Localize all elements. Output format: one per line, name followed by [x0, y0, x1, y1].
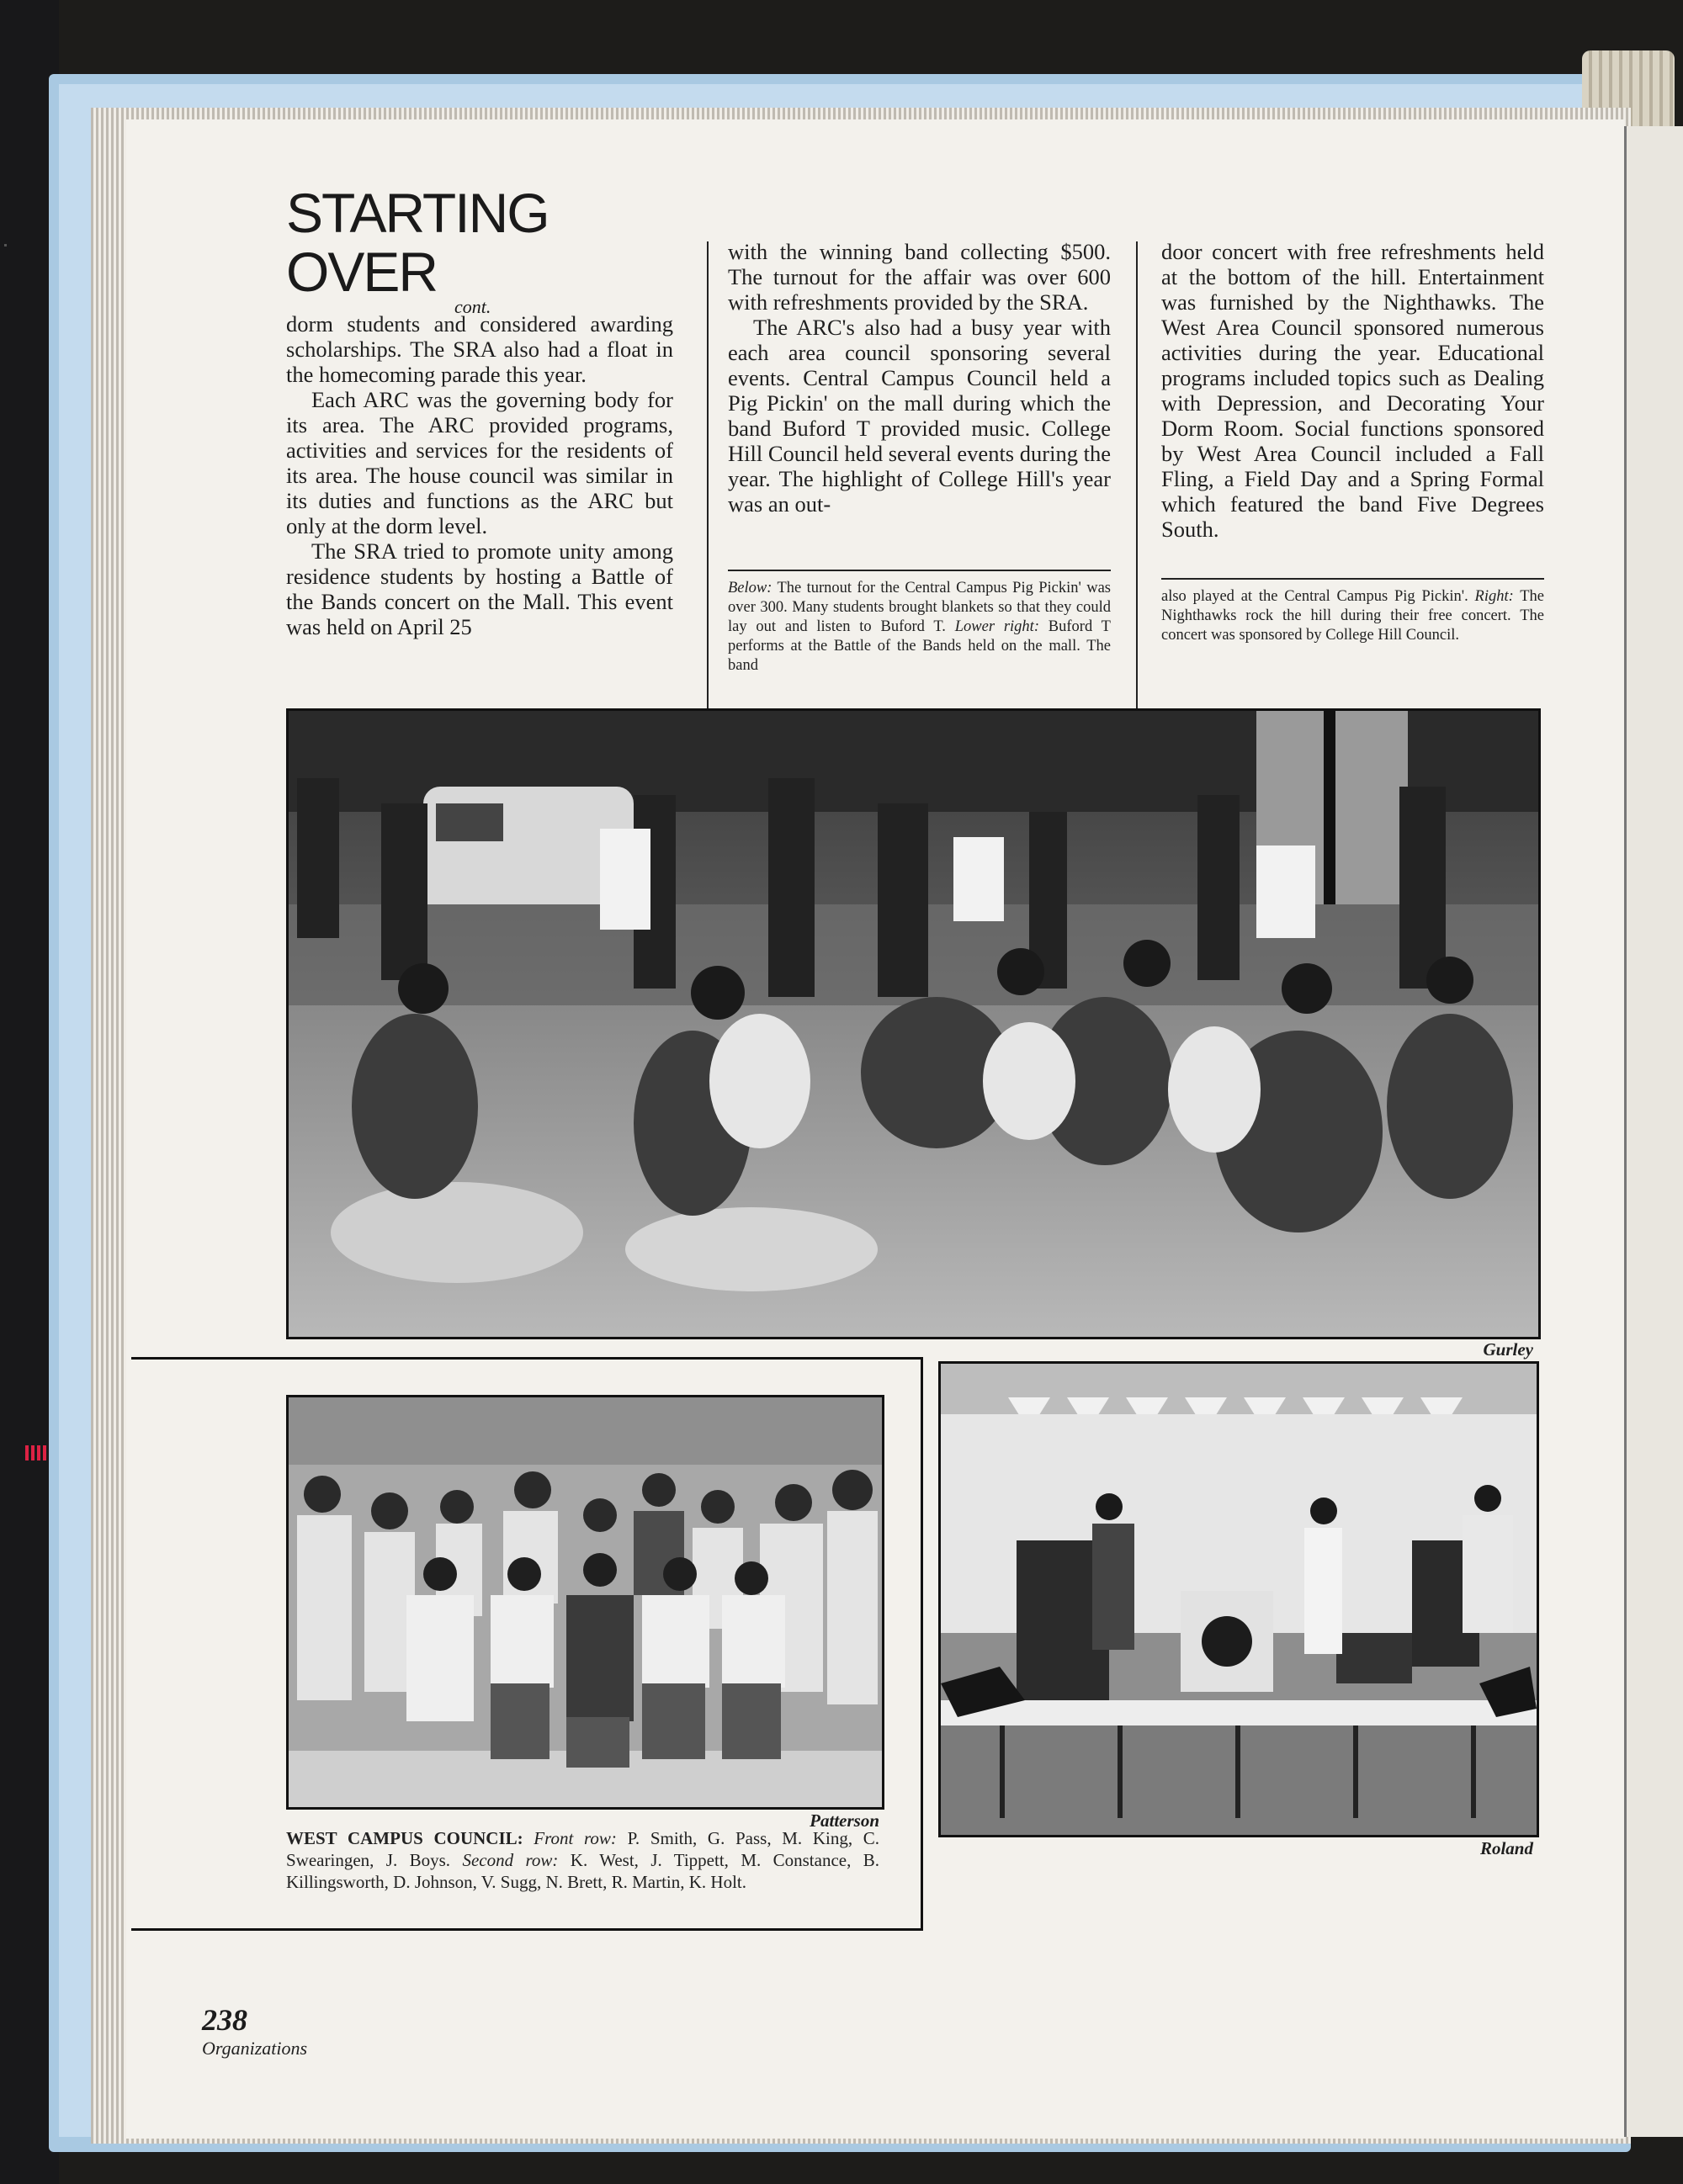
caption-label-right: Right: [1474, 588, 1514, 605]
photo-caption-part-1 [728, 579, 1111, 676]
title-cont-note: cont. [454, 296, 491, 317]
front-row-names: P. Smith, G. Pass, M. King, C. Swearingen, J. Boys. [286, 1828, 880, 1870]
caption-label-below: Below: [728, 580, 772, 596]
body-column-2 [728, 239, 1111, 517]
caption-rule [1161, 578, 1544, 580]
paragraph: dorm students and considered awarding scholarships. The SRA also had a float in the homecoming parade this year. [286, 311, 673, 387]
caption-text-lower-right: Buford T performs at the Battle of the Bands held on the mall. The band [728, 618, 1111, 674]
caption-label-lower-right: Lower right: [954, 618, 1039, 635]
paragraph: with the winning band collecting $500. The turnout for the affair was over 600 with refreshments provided by the SRA. [728, 239, 1111, 315]
title-line-1: STARTING [286, 182, 549, 244]
page-number: 238 [202, 2003, 247, 2037]
second-row-names: K. West, J. Tippett, M. Constance, B. Killingsworth, D. Johnson, V. Sugg, N. Brett, R. Martin, K. Holt. [286, 1850, 880, 1892]
paragraph: door concert with free refreshments held at the bottom of the hill. Entertainment was furnished by the Nighthawks. The West Area Council sponsored numerous activities during the year. Educational programs included topics such as Dealing with Depression, and Decorating Your Dorm Room. Social functions sponsored by West Area Council included a Fall Fling, a Field Day and a Spring Formal which featured the band Five Degrees South. [1161, 239, 1544, 542]
group-caption-title: WEST CAMPUS COUNCIL: [286, 1828, 523, 1848]
photo-credit-patterson: Patterson [810, 1810, 879, 1831]
pig-pickin-crowd-photo [286, 708, 1541, 1339]
caption-text-continued: also played at the Central Campus Pig Pickin'. [1161, 588, 1468, 605]
second-row-label: Second row: [462, 1850, 559, 1870]
photo-caption-part-2 [1161, 587, 1544, 645]
group-photo-caption [286, 1827, 879, 1893]
front-row-label: Front row: [534, 1828, 617, 1848]
nighthawks-concert-photo [938, 1361, 1539, 1837]
caption-text-below: The turnout for the Central Campus Pig Pickin' was over 300. Many students brought blankets so that they could lay out and listen to Buford T. [728, 580, 1111, 635]
caption-text-right: The Nighthawks rock the hill during their free concert. The concert was sponsored by College Hill Council. [1161, 588, 1545, 644]
body-column-3 [1161, 239, 1544, 542]
caption-rule [728, 570, 1111, 571]
title-line-2: OVER [286, 241, 438, 303]
paragraph: The ARC's also had a busy year with each area council sponsoring several events. Central Campus Council held a Pig Pickin' on the mall during which the band Buford T provided music. College Hill Council held several events during the year. The highlight of College Hill's year was an out- [728, 315, 1111, 517]
section-label: Organizations [202, 2038, 308, 2059]
west-campus-council-photo [286, 1395, 884, 1810]
edge-mark [4, 244, 7, 246]
page-title [286, 182, 549, 317]
next-page-edge [1624, 126, 1683, 2137]
photo-credit-roland: Roland [1479, 1838, 1533, 1858]
yearbook-page [126, 119, 1624, 2139]
body-column-1 [286, 311, 673, 639]
paragraph: The SRA tried to promote unity among residence students by hosting a Battle of the Bands concert on the Mall. This event was held on April 25 [286, 538, 673, 639]
photo-credit-gurley: Gurley [1483, 1339, 1533, 1360]
paragraph: Each ARC was the governing body for its area. The ARC provided programs, activities and services for the residents of its area. The house council was similar in its duties and functions as the ARC but only at the dorm level. [286, 387, 673, 538]
